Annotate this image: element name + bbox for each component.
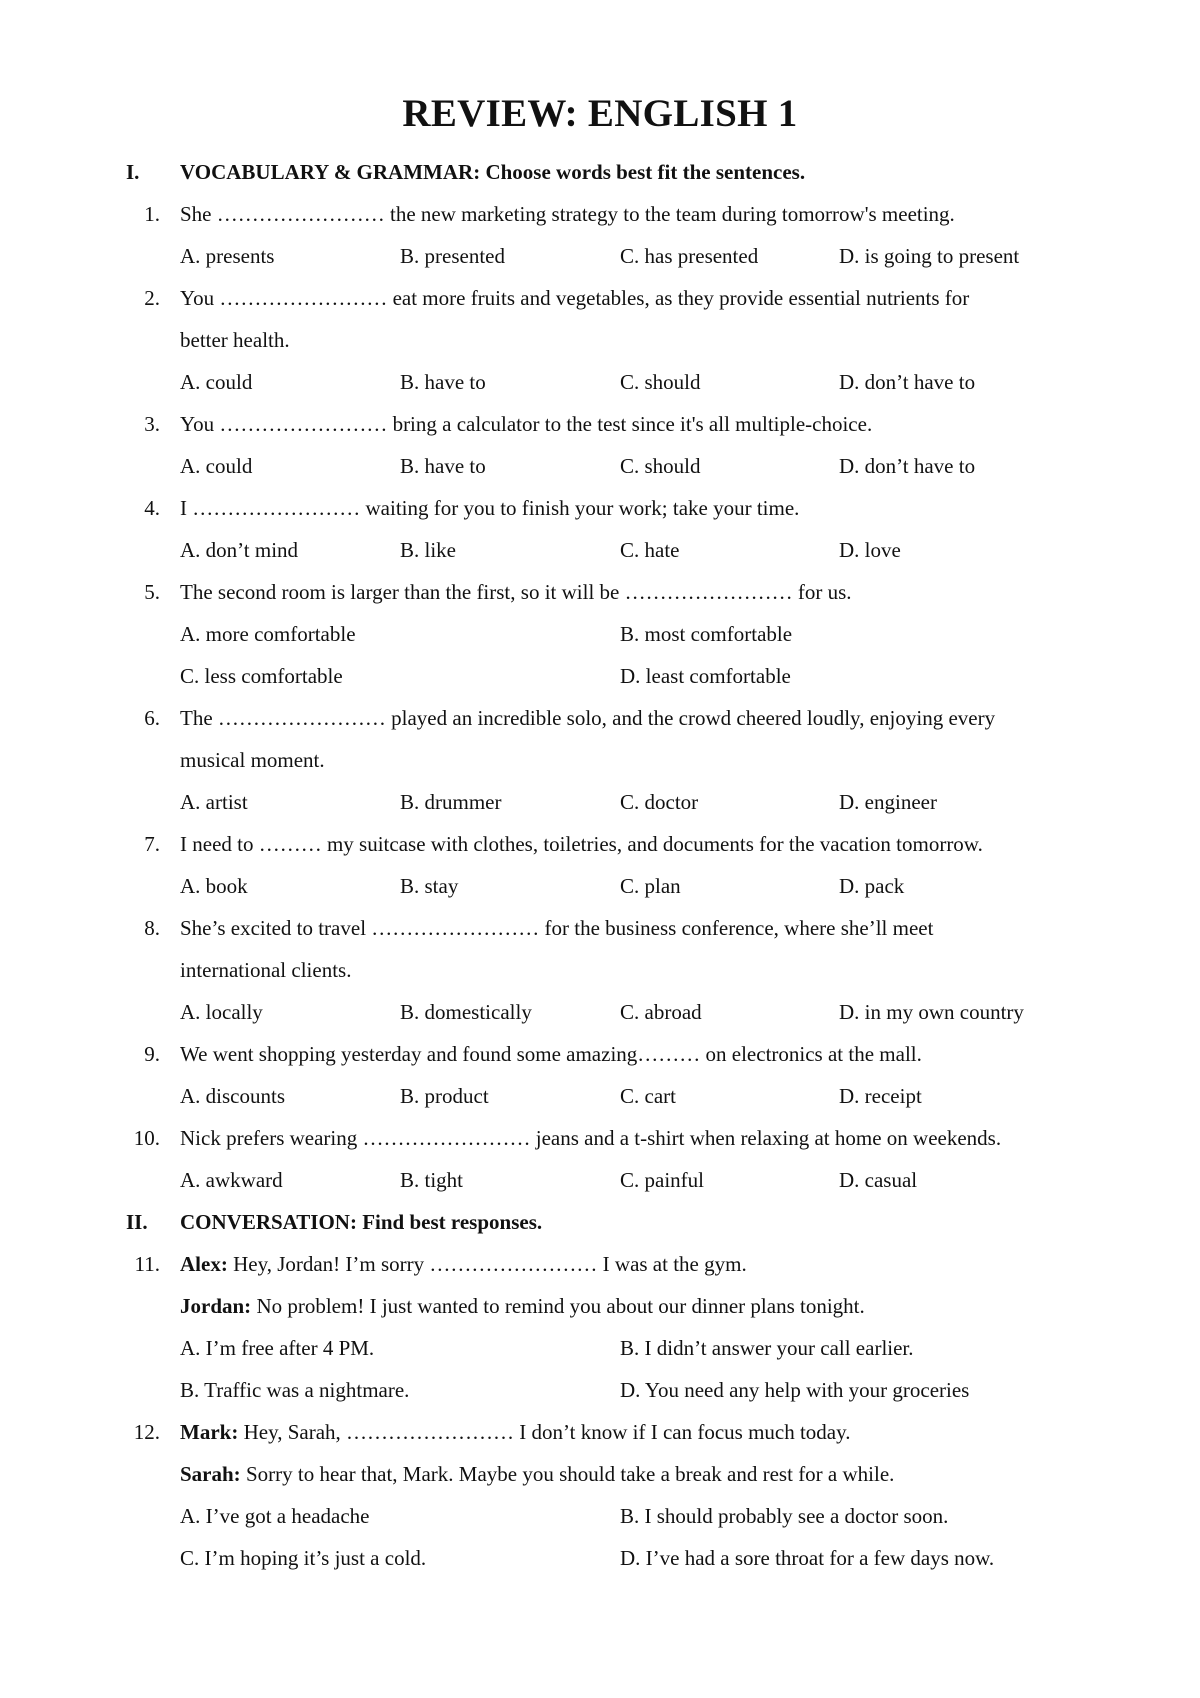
option-c: C. cart xyxy=(620,1084,676,1108)
dialogue-line-1 xyxy=(180,1420,851,1445)
question-text: She’s excited to travel …………………… for the business conference, where she’ll meet xyxy=(180,916,934,940)
option-c: C. painful xyxy=(620,1168,704,1192)
question-text: The …………………… played an incredible solo, and the crowd cheered loudly, enjoying every xyxy=(180,706,996,730)
option-c: C. doctor xyxy=(620,790,699,814)
option-c: C. should xyxy=(620,370,701,394)
option-c: C. has presented xyxy=(620,244,759,268)
dialogue-text: Hey, Sarah, …………………… I don’t know if I can focus much today. xyxy=(238,1420,851,1444)
option-c: C. I’m hoping it’s just a cold. xyxy=(180,1546,427,1570)
option-d: D. I’ve had a sore throat for a few days now. xyxy=(620,1546,995,1570)
option-a: A. could xyxy=(180,370,253,394)
option-b: B. have to xyxy=(400,454,486,478)
speaker-name: Mark: xyxy=(180,1420,239,1444)
speaker-name: Sarah: xyxy=(180,1462,241,1486)
question-number: 3. xyxy=(144,412,160,436)
option-b: B. most comfortable xyxy=(620,622,793,646)
speaker-name: Alex: xyxy=(180,1252,228,1276)
dialogue-line-2 xyxy=(180,1462,894,1487)
page-title: REVIEW: ENGLISH 1 xyxy=(402,92,798,135)
option-a: A. I’m free after 4 PM. xyxy=(180,1336,375,1360)
option-d: D. casual xyxy=(839,1168,918,1192)
option-d: D. don’t have to xyxy=(839,370,976,394)
question-text: She …………………… the new marketing strategy to the team during tomorrow's meeting. xyxy=(180,202,955,226)
question-number: 10. xyxy=(133,1126,160,1150)
option-d: D. don’t have to xyxy=(839,454,976,478)
option-b: B. presented xyxy=(400,244,505,268)
question-text: The second room is larger than the first, so it will be …………………… for us. xyxy=(180,580,852,604)
option-a: A. discounts xyxy=(180,1084,285,1108)
option-b: B. I didn’t answer your call earlier. xyxy=(620,1336,914,1360)
question-number: 12. xyxy=(133,1420,160,1444)
question-text: You …………………… eat more fruits and vegetables, as they provide essential nutrients for xyxy=(180,286,970,310)
option-d: D. in my own country xyxy=(839,1000,1024,1024)
question-number: 5. xyxy=(144,580,160,604)
dialogue-text: Hey, Jordan! I’m sorry …………………… I was at the gym. xyxy=(227,1252,747,1276)
option-b: B. drummer xyxy=(400,790,502,814)
option-c: C. abroad xyxy=(620,1000,702,1024)
option-d: D. You need any help with your groceries xyxy=(620,1378,970,1402)
question-number: 1. xyxy=(144,202,160,226)
dialogue-text: No problem! I just wanted to remind you about our dinner plans tonight. xyxy=(251,1294,865,1318)
question-number: 6. xyxy=(144,706,160,730)
section-heading xyxy=(180,1210,542,1235)
question-text-continued: international clients. xyxy=(180,958,352,982)
option-b: B. stay xyxy=(400,874,459,898)
option-a: A. artist xyxy=(180,790,248,814)
question-number: 9. xyxy=(144,1042,160,1066)
option-d: D. pack xyxy=(839,874,905,898)
option-d: D. is going to present xyxy=(839,244,1020,268)
option-d: D. engineer xyxy=(839,790,937,814)
option-d: D. love xyxy=(839,538,901,562)
question-number: 2. xyxy=(144,286,160,310)
option-d: D. least comfortable xyxy=(620,664,791,688)
question-text-continued: musical moment. xyxy=(180,748,325,772)
option-b: B. like xyxy=(400,538,456,562)
dialogue-text: Sorry to hear that, Mark. Maybe you should take a break and rest for a while. xyxy=(240,1462,895,1486)
option-a: A. don’t mind xyxy=(180,538,299,562)
option-a: A. awkward xyxy=(180,1168,283,1192)
question-text: I need to ……… my suitcase with clothes, toiletries, and documents for the vacation tomorrow. xyxy=(180,832,983,856)
section-number: II. xyxy=(126,1210,148,1234)
question-number: 8. xyxy=(144,916,160,940)
option-c: C. should xyxy=(620,454,701,478)
dialogue-line-2 xyxy=(180,1294,865,1319)
section-number: I. xyxy=(126,160,140,184)
option-a: A. more comfortable xyxy=(180,622,356,646)
option-b: B. have to xyxy=(400,370,486,394)
option-a: A. book xyxy=(180,874,248,898)
section-instruction: Find best responses. xyxy=(362,1210,543,1234)
question-number: 11. xyxy=(134,1252,160,1276)
option-b: B. tight xyxy=(400,1168,464,1192)
question-text-continued: better health. xyxy=(180,328,290,352)
option-a: A. locally xyxy=(180,1000,263,1024)
section-label: CONVERSATION: xyxy=(180,1210,357,1234)
option-b: B. I should probably see a doctor soon. xyxy=(620,1504,949,1528)
option-c: C. plan xyxy=(620,874,681,898)
question-number: 7. xyxy=(144,832,160,856)
option-a: A. presents xyxy=(180,244,275,268)
option-d: D. receipt xyxy=(839,1084,922,1108)
section-label: VOCABULARY & GRAMMAR: xyxy=(180,160,481,184)
option-c: C. hate xyxy=(620,538,680,562)
option-c: B. Traffic was a nightmare. xyxy=(180,1378,410,1402)
option-a: A. could xyxy=(180,454,253,478)
speaker-name: Jordan: xyxy=(180,1294,252,1318)
section-heading xyxy=(180,160,805,185)
section-instruction: Choose words best fit the sentences. xyxy=(485,160,806,184)
question-text: We went shopping yesterday and found some amazing……… on electronics at the mall. xyxy=(180,1042,922,1066)
option-b: B. domestically xyxy=(400,1000,532,1024)
option-a: A. I’ve got a headache xyxy=(180,1504,370,1528)
option-c: C. less comfortable xyxy=(180,664,343,688)
question-number: 4. xyxy=(144,496,160,520)
question-text: Nick prefers wearing …………………… jeans and a t-shirt when relaxing at home on weekends. xyxy=(180,1126,1002,1150)
question-text: I …………………… waiting for you to finish your work; take your time. xyxy=(180,496,800,520)
option-b: B. product xyxy=(400,1084,489,1108)
dialogue-line-1 xyxy=(180,1252,747,1277)
question-text: You …………………… bring a calculator to the test since it's all multiple-choice. xyxy=(180,412,873,436)
